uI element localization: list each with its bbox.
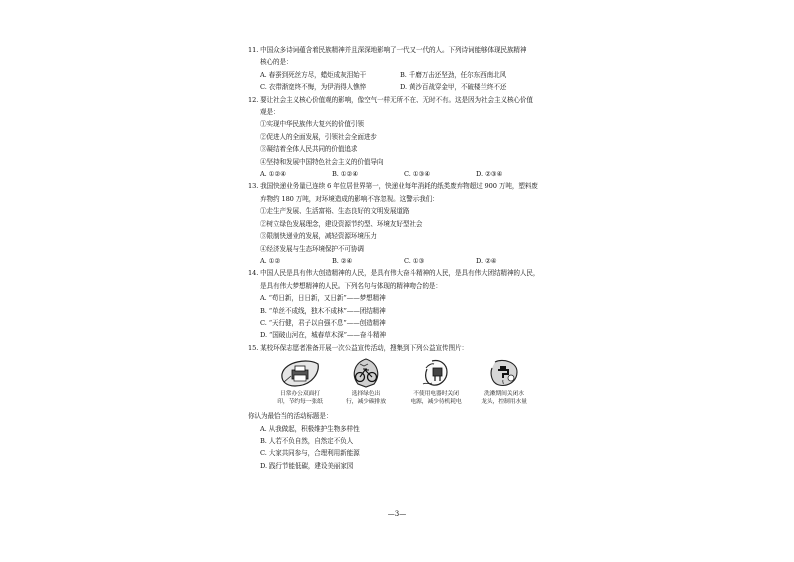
poster-pictures: [258, 358, 558, 410]
question-15: [248, 342, 548, 472]
printer-icon: [279, 358, 321, 388]
question-12-stem-line2: 观是：: [260, 108, 280, 117]
question-13-options: [248, 255, 548, 267]
question-15-prompt: 你认为最恰当的活动标题是：: [248, 412, 333, 421]
option-c[interactable]: C. 大家共同参与，合理利用新能源: [260, 449, 360, 458]
statement-3: ③凝结着全体人民共同的价值追求: [260, 145, 358, 154]
poster-printer: [270, 358, 330, 406]
option-d[interactable]: D. ②④: [476, 256, 497, 265]
poster-caption-line2: 龙头，控制用水量: [481, 399, 527, 406]
option-c[interactable]: C. ①③: [404, 256, 425, 265]
question-13-stem-line1: 13. 我国快递业务量已连续 6 年位居世界第一，快递业每年消耗的纸类废弃物超过 900 万吨，塑料废: [248, 182, 538, 191]
statement-2: ②树立绿色发展理念，建设资源节约型、环境友好型社会: [260, 219, 423, 228]
page-number: —3—: [387, 510, 407, 518]
option-b[interactable]: B. “单丝不成线，独木不成林”——团结精神: [260, 306, 386, 315]
statement-4: ④坚持和发展中国特色社会主义的价值导向: [260, 157, 384, 166]
poster-caption-line2: 电源，减少待机耗电: [410, 399, 462, 406]
question-14-stem-line2: 是具有伟大梦想精神的人民。下列名句与体现的精神吻合的是：: [260, 281, 442, 290]
question-14-stem-line1: 14. 中国人民是具有伟大创造精神的人民，是具有伟大奋斗精神的人民，是具有伟大团结精神的人民，: [248, 269, 540, 278]
bicycle-icon: [350, 358, 382, 388]
option-a[interactable]: A. ①②: [260, 256, 281, 265]
question-12-options: [248, 168, 548, 180]
poster-bicycle: [336, 358, 396, 406]
question-12: [248, 94, 548, 181]
question-15-stem: 15. 某校环保志愿者准备开展一次公益宣传活动，搜集到下列公益宣传图片：: [248, 343, 468, 352]
option-c[interactable]: C. “天行健，君子以自强不息”——创造精神: [260, 318, 386, 327]
option-d[interactable]: D. “国破山河在，城春草木深”——奋斗精神: [260, 331, 386, 340]
question-11-stem-line1: 11. 中国众多诗词蕴含着民族精神并且深深地影响了一代又一代的人。下列诗词能够体现民族精神: [248, 46, 527, 54]
question-12-stem-line1: 12. 要让社会主义核心价值观的影响，像空气一样无所不在、无时不有。这是因为社会主义核心价值: [248, 95, 533, 104]
question-14: [248, 267, 548, 341]
question-11-options-row1: [248, 69, 548, 81]
statement-2: ②促进人的全面发展，引领社会全面进步: [260, 132, 377, 141]
poster-caption-line1: 日常办公双面打: [280, 391, 320, 398]
faucet-icon: [487, 358, 521, 388]
plug-icon: [420, 358, 452, 388]
poster-plug: [406, 358, 466, 406]
option-c[interactable]: C. ①③④: [404, 170, 431, 179]
option-d[interactable]: D. 践行节能低碳，建设美丽家园: [260, 461, 354, 470]
question-content: [248, 44, 548, 472]
poster-caption-line1: 洗漱期间关闭水: [484, 391, 524, 398]
option-a[interactable]: A. “苟日新，日日新，又日新”——梦想精神: [260, 294, 386, 303]
poster-caption-line2: 行，减少碳排放: [346, 399, 386, 406]
question-11: [248, 44, 548, 94]
poster-caption-line2: 印，节约每一张纸: [277, 399, 323, 406]
option-a[interactable]: A. ①②④: [260, 170, 287, 179]
option-b[interactable]: B. ①②④: [332, 170, 359, 179]
option-b[interactable]: B. 千磨万击还坚劲，任尔东西南北风: [400, 70, 507, 79]
option-a[interactable]: A. 从我做起，积极维护生物多样性: [260, 424, 360, 433]
statement-1: ①实现中华民族伟大复兴的价值引领: [260, 120, 364, 129]
statement-4: ④经济发展与生态环境保护不可协调: [260, 244, 364, 253]
option-b[interactable]: B. ②④: [332, 256, 353, 265]
option-a[interactable]: A. 春蚕到死丝方尽，蜡炬成灰泪始干: [260, 70, 367, 79]
option-d[interactable]: D. ②③④: [476, 170, 503, 179]
option-c[interactable]: C. 衣带渐宽终不悔，为伊消得人憔悴: [260, 83, 367, 92]
option-d[interactable]: D. 黄沙百战穿金甲，不破楼兰终不还: [400, 83, 507, 92]
statement-1: ①走生产发展、生活富裕、生态良好的文明发展道路: [260, 207, 410, 216]
poster-caption-line1: 选择绿色出: [351, 391, 381, 398]
question-11-stem-line2: 核心的是：: [260, 58, 293, 67]
question-13-stem-line2: 弃物约 180 万吨，对环境造成的影响不容忽视。这警示我们：: [260, 194, 439, 203]
question-13: [248, 180, 548, 267]
option-b[interactable]: B. 人若不负自然，自然定不负人: [260, 436, 354, 445]
poster-faucet: [474, 358, 534, 406]
poster-caption-line1: 不使用电器时关闭: [413, 391, 459, 398]
question-11-options-row2: [248, 81, 548, 93]
statement-3: ③限制快递业的发展，减轻资源环境压力: [260, 232, 377, 241]
